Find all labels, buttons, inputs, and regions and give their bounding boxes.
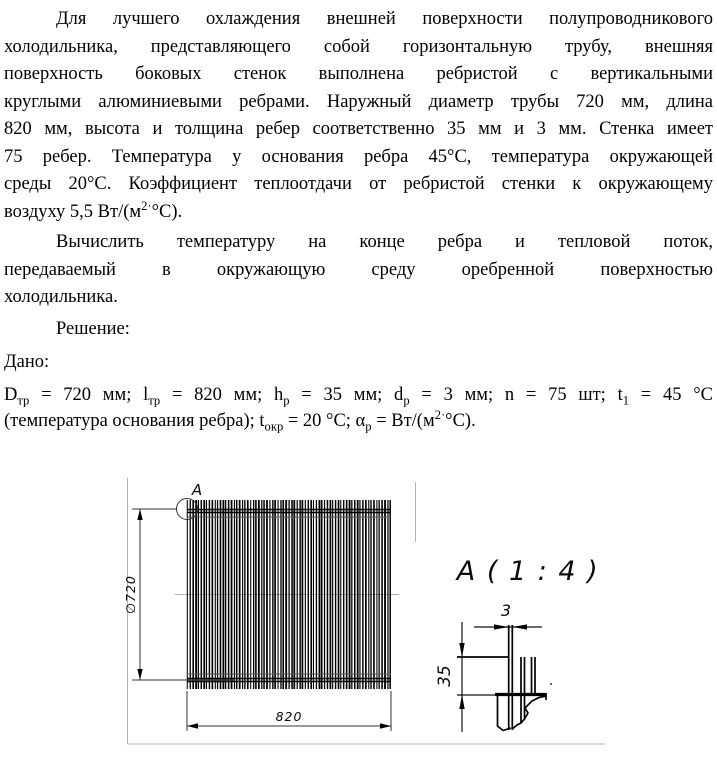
diameter-dim-label: ∅720	[123, 575, 138, 614]
given-label: Дано:	[4, 352, 50, 372]
text-line: Для лучшего охлаждения внешней поверхности полупроводникового	[56, 9, 713, 29]
given-values	[4, 382, 713, 434]
fin-lines	[187, 500, 390, 689]
text-line: среды 20°С. Коэффициент теплоотдачи от ребристой стенки к окружающему	[4, 174, 713, 194]
text-line: холодильника.	[4, 287, 118, 307]
text-line: Вычислить температуру на конце ребра и тепловой поток,	[56, 232, 713, 252]
text-line: поверхность боковых стенок выполнена ребристой с вертикальными	[4, 64, 713, 84]
text-line: 820 мм, высота и толщина ребер соответственно 35 мм и 3 мм. Стенка имеет	[4, 119, 713, 139]
problem-statement-paragraph	[4, 6, 713, 226]
text-line: круглыми алюминиевыми ребрами. Наружный диаметр трубы 720 мм, длина	[4, 91, 713, 112]
task-paragraph	[4, 229, 713, 312]
drawing-canvas	[0, 455, 717, 764]
problem-text-block	[4, 6, 713, 434]
detail-view-title: A ( 1 : 4 )	[456, 556, 600, 587]
length-dim-label: 820	[275, 709, 303, 724]
fin-thickness-label: 3	[500, 601, 512, 620]
dimension-length	[187, 691, 391, 731]
text-line: $D_{тр} = 720$ мм; $l_{тр} = 820$ мм; $h_р = 35$ мм; $d_р = 3$ мм; n = 75 шт; $t_1 = 45$ °С	[4, 384, 713, 408]
solution-label: Решение:	[56, 318, 130, 339]
text-line: холодильника, представляющего собой горизонтальную трубу, внешняя	[4, 36, 713, 57]
text-line: воздуху 5,5 $Вт/(м^{2\cdot}^\circ С)$.	[4, 198, 183, 222]
stray-dot	[550, 683, 552, 685]
detail-fin-section	[457, 625, 552, 731]
detail-view	[435, 556, 599, 732]
detail-callout-label: A	[191, 481, 203, 499]
dimension-fin-height	[435, 622, 497, 732]
text-line: передаваемый в окружающую среду оребренной поверхностью	[4, 259, 713, 280]
fin-height-label: 35	[435, 665, 455, 687]
text-line: (температура основания ребра); $t_{окр} = 20$ °С; $\alpha_р = Вт/(м^{2\cdot}^\circ С)$.	[4, 407, 476, 434]
engineering-drawing	[0, 455, 717, 764]
text-line: 75 ребер. Температура у основания ребра 45°С, температура окружающей	[4, 146, 713, 167]
